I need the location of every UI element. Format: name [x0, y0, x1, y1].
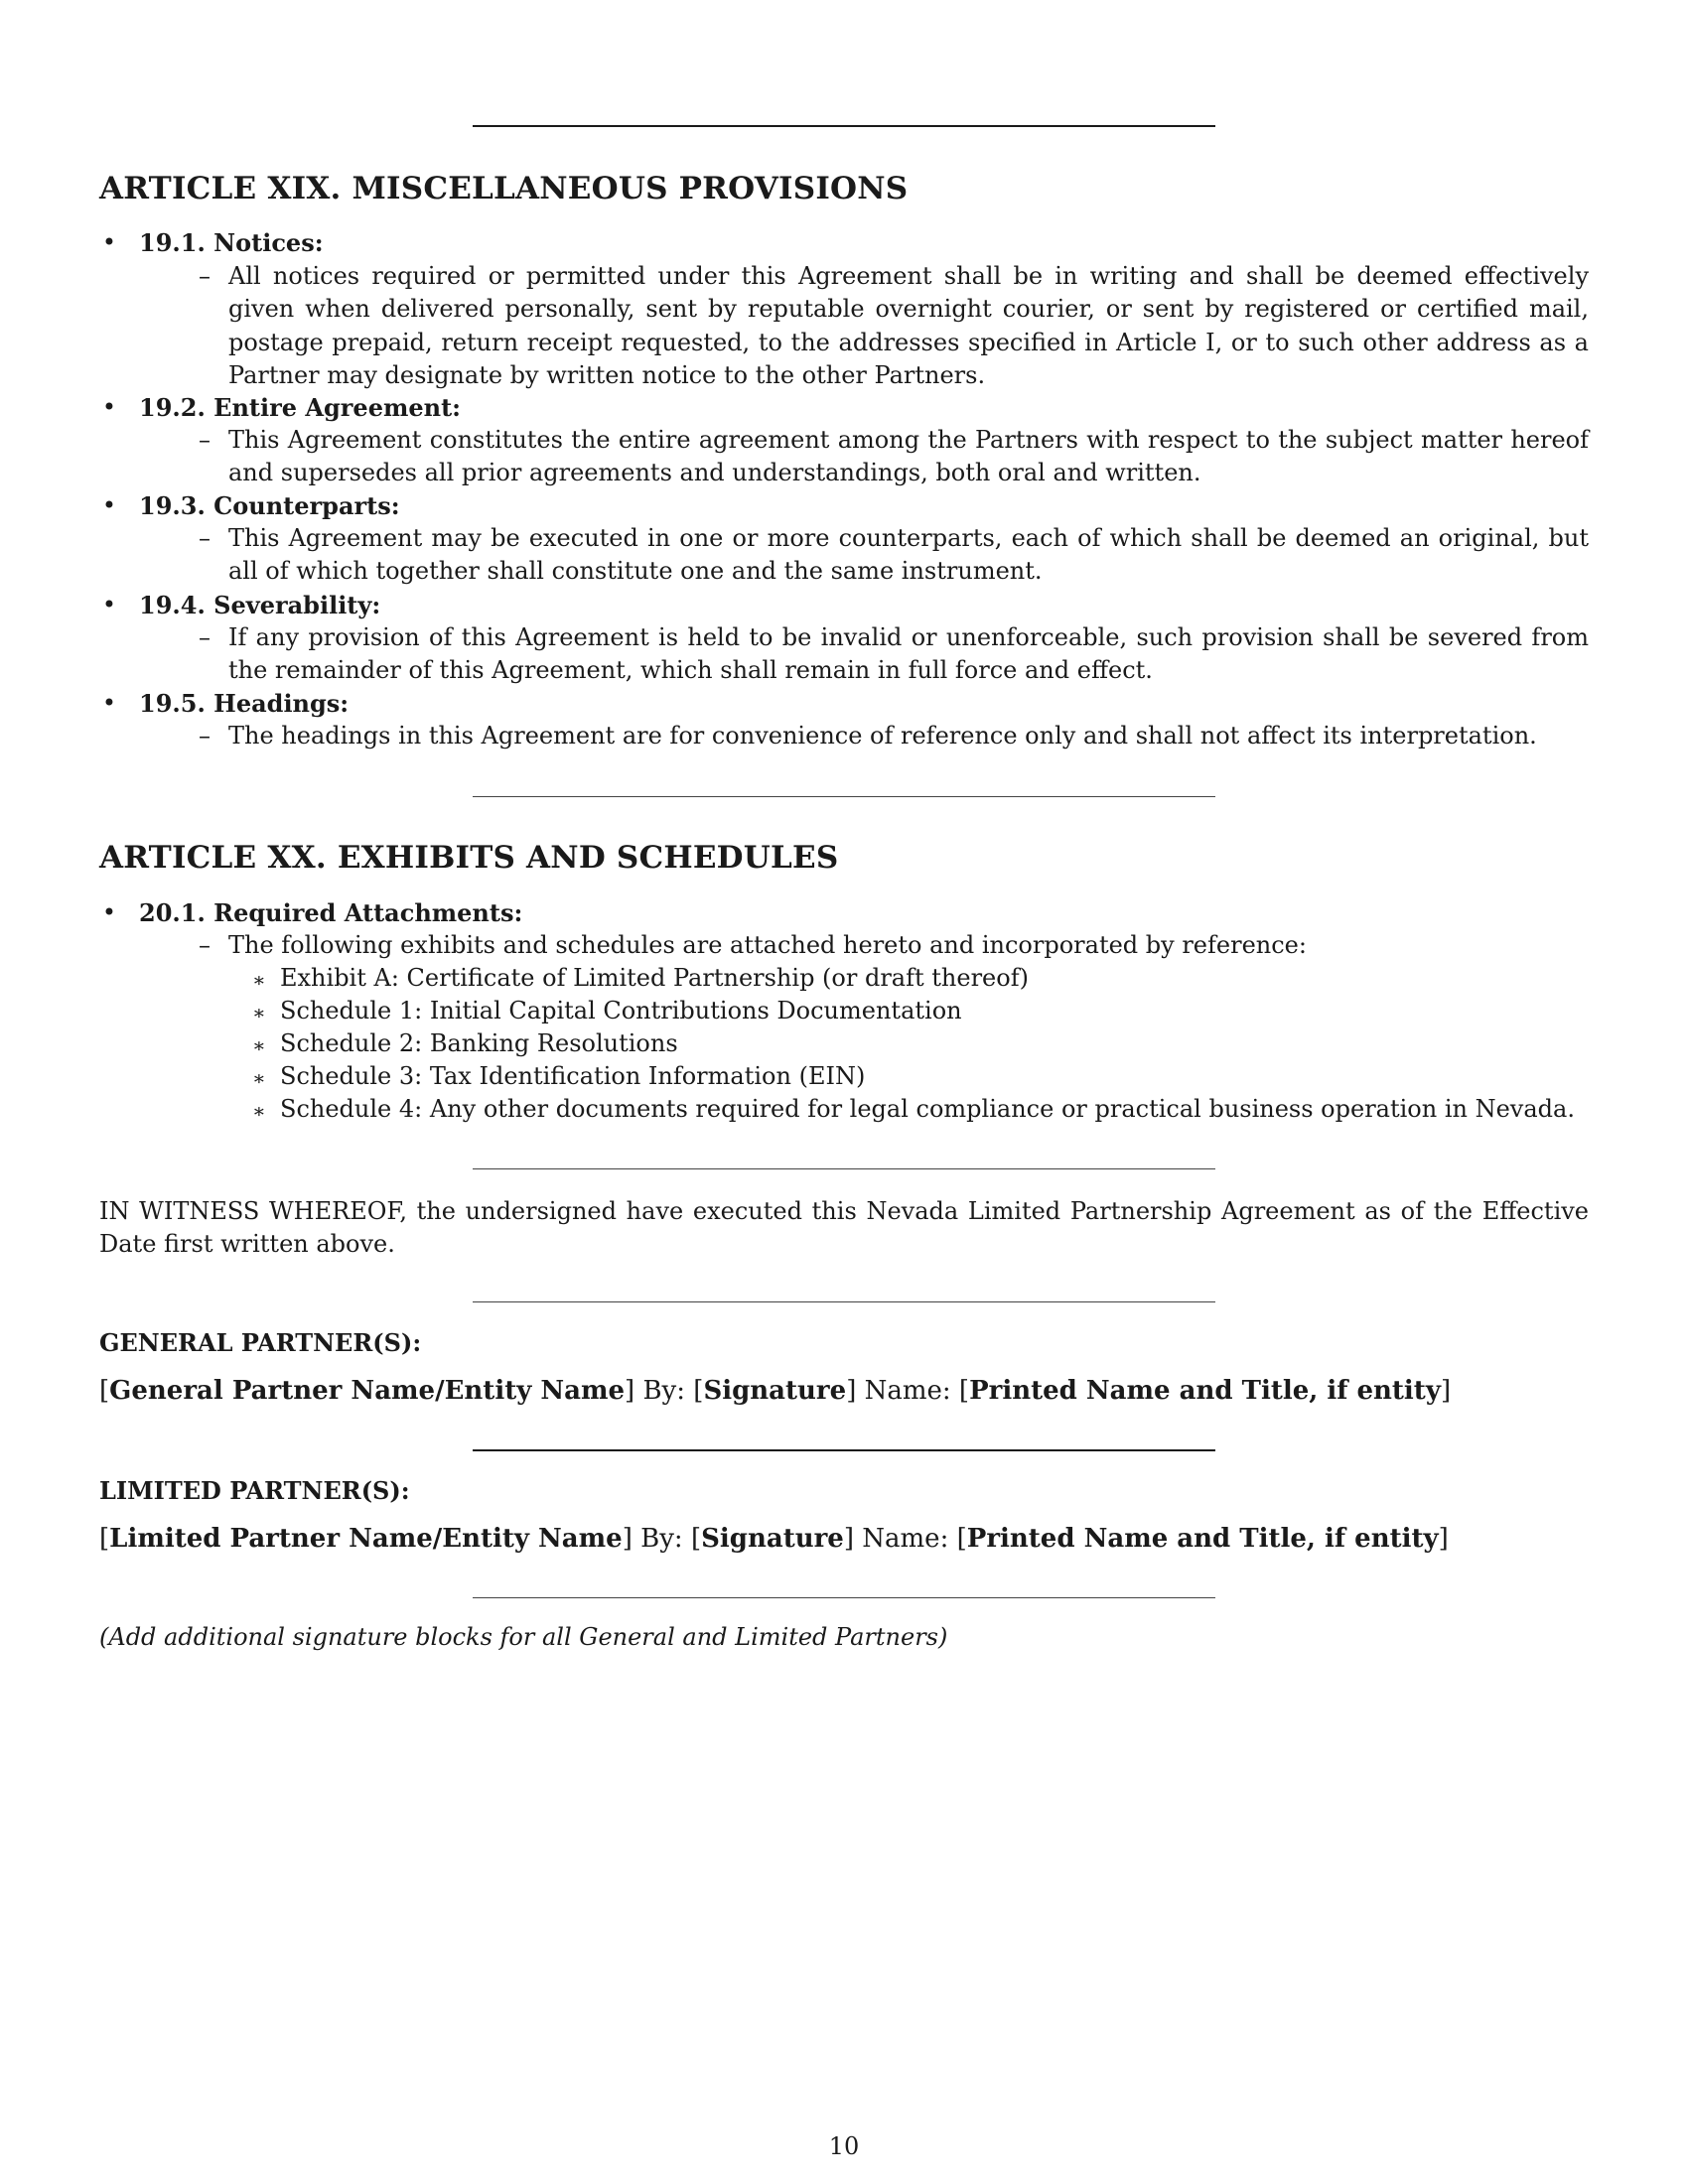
section-19-4-heading: • 19.4. Severability:: [101, 591, 381, 619]
additional-signatures-note: (Add additional signature blocks for all General and Limited Partners): [99, 1623, 948, 1651]
divider: [473, 1449, 1215, 1451]
divider: [473, 1168, 1215, 1169]
section-19-2-text: – This Agreement constitutes the entire agreement among the Partners with respect to the subject matter hereof and supersedes all prior agreements and understandings, both oral and written.: [199, 426, 1589, 487]
section-19-2-heading: • 19.2. Entire Agreement:: [101, 393, 462, 422]
general-partner-signature-line: [General Partner Name/Entity Name] By: [Signature] Name: [Printed Name and Title, if entity]: [99, 1376, 1452, 1406]
section-19-3-heading: • 19.3. Counterparts:: [101, 491, 400, 520]
section-19-3-text: – This Agreement may be executed in one or more counterparts, each of which shall be deemed an original, but all of which together shall constitute one and the same instrument.: [199, 524, 1589, 586]
page-number: 10: [828, 2132, 860, 2160]
attachment-item: ∗ Schedule 4: Any other documents required for legal compliance or practical business operation in Nevada.: [252, 1095, 1575, 1123]
article-19-title: ARTICLE XIX. MISCELLANEOUS PROVISIONS: [99, 171, 909, 206]
attachment-item: ∗ Exhibit A: Certificate of Limited Partnership (or draft thereof): [252, 964, 1029, 992]
limited-partners-heading: LIMITED PARTNER(S):: [99, 1476, 410, 1505]
article-20-title: ARTICLE XX. EXHIBITS AND SCHEDULES: [99, 840, 839, 876]
general-partners-heading: GENERAL PARTNER(S):: [99, 1328, 422, 1357]
divider: [473, 796, 1215, 797]
section-19-1-heading: • 19.1. Notices:: [101, 228, 324, 257]
section-19-5-heading: • 19.5. Headings:: [101, 689, 350, 718]
document-page: [99, 0, 1589, 2184]
divider: [473, 1301, 1215, 1302]
witness-paragraph: IN WITNESS WHEREOF, the undersigned have executed this Nevada Limited Partnership Agreement as of the Effective Date first written above.: [99, 1197, 1589, 1259]
section-20-1-text: – The following exhibits and schedules are attached hereto and incorporated by reference:: [199, 931, 1307, 959]
section-20-1-heading: • 20.1. Required Attachments:: [101, 898, 523, 927]
attachment-item: ∗ Schedule 3: Tax Identification Information (EIN): [252, 1062, 866, 1090]
divider: [473, 125, 1215, 127]
limited-partner-signature-line: [Limited Partner Name/Entity Name] By: [Signature] Name: [Printed Name and Title, if entity]: [99, 1524, 1449, 1554]
section-19-1-text: – All notices required or permitted under this Agreement shall be in writing and shall be deemed effectively given when delivered personally, sent by reputable overnight courier, or sent by registered or certified mail, postage prepaid, return receipt requested, to the addresses specified in Article I, or to such other address as a Partner may designate by written notice to the other Partners.: [199, 262, 1589, 389]
divider: [473, 1597, 1215, 1598]
section-19-4-text: – If any provision of this Agreement is held to be invalid or unenforceable, such provision shall be severed from the remainder of this Agreement, which shall remain in full force and effect.: [199, 623, 1589, 685]
attachment-item: ∗ Schedule 2: Banking Resolutions: [252, 1029, 678, 1057]
section-19-5-text: – The headings in this Agreement are for convenience of reference only and shall not affect its interpretation.: [199, 722, 1537, 750]
attachment-item: ∗ Schedule 1: Initial Capital Contributions Documentation: [252, 997, 962, 1024]
